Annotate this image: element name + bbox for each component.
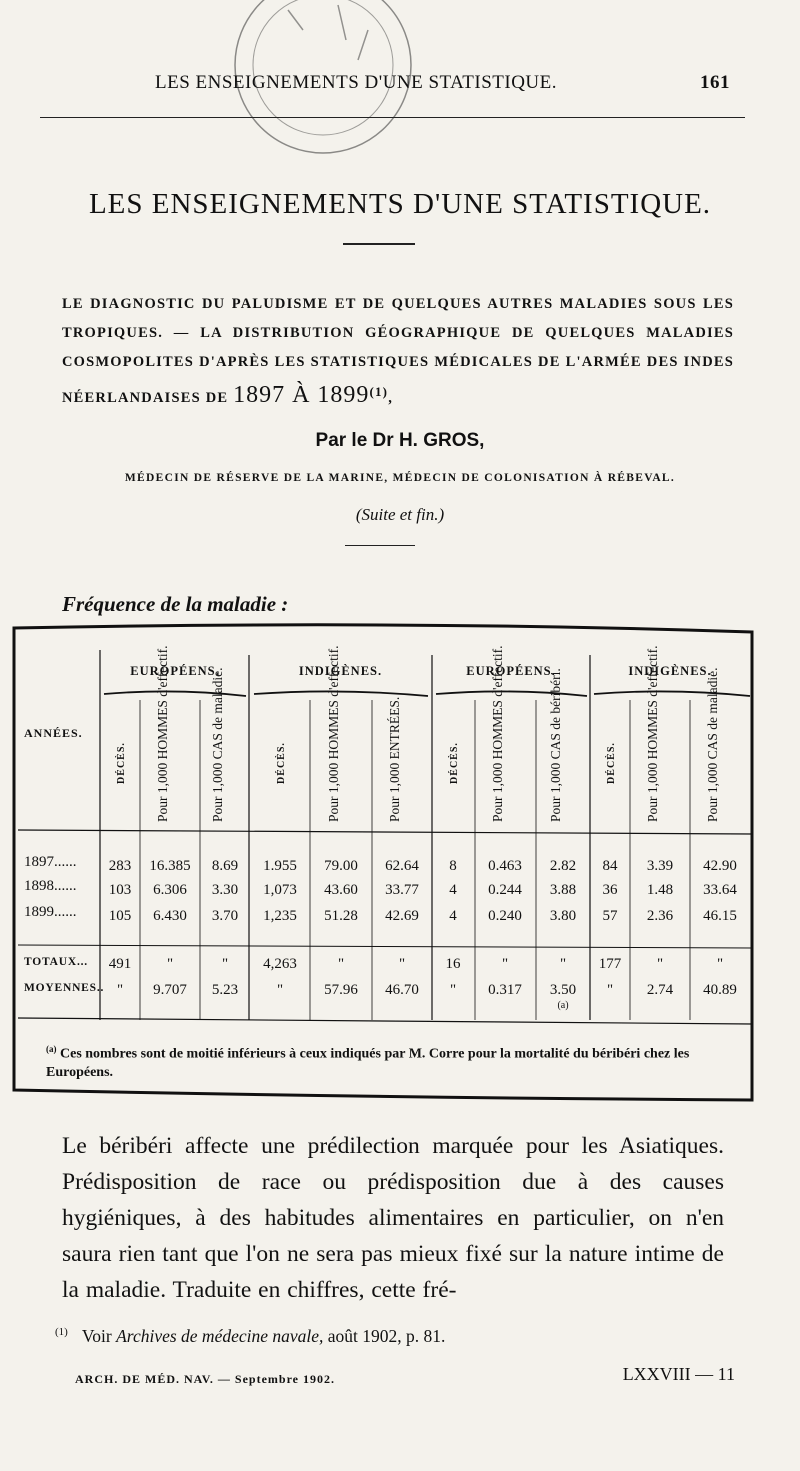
- row-label: 1899......: [24, 904, 77, 920]
- table-cell: 42.90: [703, 858, 737, 874]
- table-cell: 1.955: [263, 858, 297, 874]
- author-affiliation: MÉDECIN DE RÉSERVE DE LA MARINE, MÉDECIN DE COLONISATION À RÉBEVAL.: [124, 472, 676, 484]
- table-cell: 2.74: [646, 982, 674, 998]
- page-number: 161: [700, 72, 730, 93]
- column-header-9: Pour 1,000 CAS de béribéri.: [548, 668, 563, 822]
- table-cell: 0.240: [488, 908, 522, 924]
- subtitle-text: LE DIAGNOSTIC DU PALUDISME ET DE QUELQUES AUTRES MALADIES SOUS LES TROPIQUES. — LA DISTRIBUTION GÉOGRAPHIQUE DE QUELQUES MALADIES COSMOPOLITES D'APRÈS LES STATISTIQUES MÉDICALES DE L'ARMÉE DES INDES NÉERLANDAISES DE: [62, 296, 734, 406]
- table-footnote-mark: (a): [46, 1044, 57, 1054]
- table-cell: 16.385: [149, 858, 191, 874]
- table-cell: 3.39: [646, 858, 674, 874]
- table-cell: 5.23: [211, 982, 239, 998]
- table-cell: ": [716, 956, 724, 972]
- row-label: TOTAUX...: [24, 956, 88, 968]
- table-cell: 6.306: [153, 882, 187, 898]
- table-cell: ": [656, 956, 664, 972]
- table-cell: 33.64: [703, 882, 737, 898]
- moyennes-note-mark: (a): [557, 1000, 569, 1011]
- group-header-europeens-1: EUROPÉENS.: [130, 664, 220, 678]
- row-label: 1898......: [24, 878, 77, 894]
- table-cell: 33.77: [385, 882, 419, 898]
- table-cell: 57.96: [324, 982, 358, 998]
- article-title: LES ENSEIGNEMENTS D'UNE STATISTIQUE.: [88, 188, 712, 220]
- row-header-annees: ANNÉES.: [24, 726, 83, 740]
- table-cell: 3.30: [211, 882, 239, 898]
- table-cell: 8.69: [211, 858, 239, 874]
- table-cell: 0.244: [488, 882, 522, 898]
- table-cell: 283: [108, 858, 132, 874]
- table-cell: 4: [449, 908, 457, 924]
- column-header-2: Pour 1,000 HOMMES d'effectif.: [155, 645, 170, 822]
- subtitle-footnote-ref[interactable]: (1): [369, 384, 389, 399]
- table-cell: ": [449, 982, 457, 998]
- table-cell: 4: [449, 882, 457, 898]
- table-cell: 3.70: [211, 908, 239, 924]
- table-cell: 3.88: [549, 882, 577, 898]
- column-header-4: DÉCÈS.: [276, 742, 287, 784]
- column-header-7: DÉCÈS.: [449, 742, 460, 784]
- table-cell: 103: [108, 882, 132, 898]
- table-cell: 42.69: [385, 908, 419, 924]
- table-cell: 1,235: [263, 908, 297, 924]
- column-header-11: Pour 1,000 HOMMES d'effectif.: [645, 645, 660, 822]
- table-cell: 84: [602, 858, 618, 874]
- table-cell: 491: [108, 956, 132, 972]
- table-cell: ": [221, 956, 229, 972]
- column-header-6: Pour 1,000 ENTRÉES.: [387, 696, 402, 822]
- table-cell: ": [276, 982, 284, 998]
- table-cell: 2.82: [549, 858, 577, 874]
- group-header-indigenes-1: INDIGÈNES.: [298, 664, 383, 678]
- table-cell: ": [116, 982, 124, 998]
- table-cell: 2.36: [646, 908, 674, 924]
- column-header-3: Pour 1,000 CAS de maladie.: [210, 667, 225, 822]
- table-cell: 57: [602, 908, 618, 924]
- column-header-10: DÉCÈS.: [606, 742, 617, 784]
- row-label: MOYENNES..: [24, 982, 105, 994]
- section-heading: Fréquence de la maladie :: [62, 592, 289, 616]
- author-line: Par le Dr H. GROS,: [315, 430, 485, 451]
- table-cell: 3.80: [549, 908, 577, 924]
- table-cell: 9.707: [153, 982, 187, 998]
- table-cell: 4,263: [263, 956, 297, 972]
- body-paragraph: Le béribéri affecte une prédilection marquée pour les Asiatiques. Prédisposition de race ou prédisposition due à des causes hygiéniques, à des habitudes alimentaires en particulier, on n'en saura rien tant que l'on ne sera pas mieux fixé sur la nature intime de la maladie. Traduite en chiffres, cette fré-: [62, 1133, 724, 1303]
- table-footnote-text: Ces nombres sont de moitié inférieurs à ceux indiqués par M. Corre pour la mortalité du béribéri chez les Européens.: [46, 1046, 690, 1080]
- subtitle-years: 1897 À 1899: [233, 381, 370, 408]
- page-footnote-mark: (1): [55, 1326, 68, 1339]
- table-cell: ": [559, 956, 567, 972]
- footer-signature: LXXVIII — 11: [622, 1364, 735, 1384]
- table-footnote: [46, 1040, 752, 1082]
- table-cell: 0.463: [488, 858, 522, 874]
- table-cell: 177: [598, 956, 622, 972]
- table-cell: 1,073: [263, 882, 297, 898]
- table-cell: 51.28: [324, 908, 358, 924]
- table-cell: 62.64: [385, 858, 419, 874]
- table-cell: 0.317: [488, 982, 522, 998]
- table-cell: 3.50: [549, 982, 577, 998]
- table-cell: 79.00: [324, 858, 358, 874]
- group-header-europeens-2: EUROPÉENS.: [466, 664, 556, 678]
- table-cell: ": [166, 956, 174, 972]
- table-cell: 16: [445, 956, 461, 972]
- page-footnote-journal: Archives de médecine navale,: [116, 1326, 324, 1346]
- table-cell: 6.430: [153, 908, 187, 924]
- suite-et-fin: (Suite et fin.): [355, 505, 445, 524]
- column-header-5: Pour 1,000 HOMMES d'effectif.: [326, 645, 341, 822]
- table-cell: ": [501, 956, 509, 972]
- table-cell: 46.70: [385, 982, 419, 998]
- running-head-title: LES ENSEIGNEMENTS D'UNE STATISTIQUE.: [155, 72, 557, 93]
- footer-left: ARCH. DE MÉD. NAV. — Septembre 1902.: [75, 1372, 336, 1386]
- group-header-indigenes-2: INDIGÈNES.: [628, 664, 712, 678]
- table-cell: 36: [602, 882, 618, 898]
- table-cell: ": [398, 956, 406, 972]
- column-header-12: Pour 1,000 CAS de maladie.: [705, 667, 720, 822]
- table-cell: 46.15: [703, 908, 737, 924]
- column-header-1: DÉCÈS.: [116, 742, 127, 784]
- table-cell: 43.60: [324, 882, 358, 898]
- page-footer: [75, 1364, 735, 1388]
- table-cell: ": [606, 982, 614, 998]
- page-footnote-rest: août 1902, p. 81.: [327, 1326, 446, 1346]
- table-cell: 40.89: [703, 982, 737, 998]
- page-footnote-prefix: Voir: [81, 1326, 112, 1346]
- page-footnote: [55, 1326, 445, 1347]
- table-cell: 105: [108, 908, 132, 924]
- table-cell: 8: [449, 858, 457, 874]
- table-cell: 1.48: [646, 882, 674, 898]
- table-cell: ": [337, 956, 345, 972]
- column-header-8: Pour 1,000 HOMMES d'effectif.: [490, 645, 505, 822]
- article-subtitle: LE DIAGNOSTIC DU PALUDISME ET DE QUELQUES AUTRES MALADIES SOUS LES TROPIQUES. — LA DISTRIBUTION GÉOGRAPHIQUE DE QUELQUES MALADIES COSMOPOLITES D'APRÈS LES STATISTIQUES MÉDICALES DE L'ARMÉE DES INDES NÉERLANDAISES DE 1897 À 1899$^{(1)}$,: [62, 296, 734, 408]
- row-label: 1897......: [24, 854, 77, 870]
